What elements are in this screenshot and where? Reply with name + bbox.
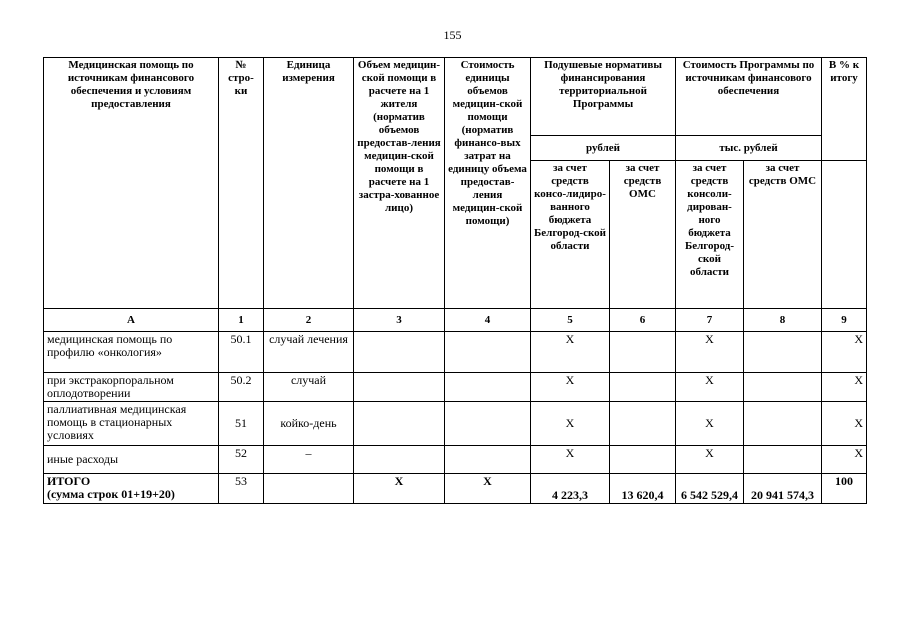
row-unit: койко-день	[264, 402, 354, 446]
total-col8: 20 941 574,3	[744, 474, 822, 504]
row-col5: Х	[531, 402, 610, 446]
row-col4	[445, 446, 531, 474]
total-col4: Х	[445, 474, 531, 504]
header-line-number: № стро-ки	[219, 58, 264, 309]
col-number: 8	[744, 309, 822, 332]
row-col7: Х	[676, 373, 744, 402]
row-col5: Х	[531, 332, 610, 373]
row-name: при экстракорпоральном оплодотворении	[44, 373, 219, 402]
row-col9: Х	[822, 402, 867, 446]
col-number: 6	[610, 309, 676, 332]
row-col9: Х	[822, 332, 867, 373]
row-col4	[445, 373, 531, 402]
row-line-number: 52	[219, 446, 264, 474]
row-col5: Х	[531, 373, 610, 402]
header-percent: В % к итогу	[822, 58, 867, 161]
row-col9: Х	[822, 446, 867, 474]
col-number: 7	[676, 309, 744, 332]
header-unit-thousand-rubles: тыс. рублей	[676, 136, 822, 161]
header-sub-col6: за счет средств ОМС	[610, 161, 676, 309]
financing-table	[43, 57, 867, 504]
header-unit-cost: Стоимость единицы объемов медицин-ской помощи (норматив финансо-вых затрат на единицу объема предостав-ления медицин-ской помощи)	[445, 58, 531, 309]
col-number: 1	[219, 309, 264, 332]
row-line-number: 50.1	[219, 332, 264, 373]
col-number: 3	[354, 309, 445, 332]
page-number: 155	[443, 28, 462, 42]
row-name: иные расходы	[44, 446, 219, 474]
table-row	[44, 402, 867, 446]
col-number: 2	[264, 309, 354, 332]
total-label: ИТОГО	[47, 474, 91, 488]
total-row	[44, 474, 867, 504]
row-col9: Х	[822, 373, 867, 402]
header-sub-col8: за счет средств ОМС	[744, 161, 822, 309]
row-col3	[354, 332, 445, 373]
row-col6	[610, 332, 676, 373]
table-row	[44, 332, 867, 373]
row-col4	[445, 402, 531, 446]
row-col5: Х	[531, 446, 610, 474]
table-row	[44, 446, 867, 474]
header-sub-col5: за счет средств консо-лидиро-ванного бюджета Белгород-ской области	[531, 161, 610, 309]
col-number: 9	[822, 309, 867, 332]
total-col7: 6 542 529,4	[676, 474, 744, 504]
total-col5: 4 223,3	[531, 474, 610, 504]
col-number: 5	[531, 309, 610, 332]
total-col9: 100	[822, 474, 867, 504]
row-col8	[744, 332, 822, 373]
header-volume: Объем медицин-ской помощи в расчете на 1 жителя (норматив объемов предостав-ления медицин-ской помощи в расчете на 1 застра-хованное лицо)	[354, 58, 445, 309]
header-per-capita: Подушевые нормативы финансирования территориальной Программы	[531, 58, 676, 136]
total-unit	[264, 474, 354, 504]
row-col3	[354, 446, 445, 474]
col-number: 4	[445, 309, 531, 332]
row-line-number: 51	[219, 402, 264, 446]
header-unit: Единица измерения	[264, 58, 354, 309]
row-col8	[744, 446, 822, 474]
total-col3: Х	[354, 474, 445, 504]
row-col8	[744, 373, 822, 402]
row-unit: случай	[264, 373, 354, 402]
row-col8	[744, 402, 822, 446]
header-sub-col9-empty	[822, 161, 867, 309]
total-note: (сумма строк 01+19+20)	[47, 487, 175, 501]
row-col3	[354, 402, 445, 446]
total-name-cell	[44, 474, 219, 504]
row-col4	[445, 332, 531, 373]
table-row	[44, 373, 867, 402]
row-col7: Х	[676, 332, 744, 373]
row-name: медицинская помощь по профилю «онкология»	[44, 332, 219, 373]
row-col3	[354, 373, 445, 402]
header-medical-care: Медицинская помощь по источникам финансового обеспечения и условиям предоставления	[44, 58, 219, 309]
row-col6	[610, 446, 676, 474]
row-col7: Х	[676, 446, 744, 474]
row-line-number: 50.2	[219, 373, 264, 402]
row-unit: –	[264, 446, 354, 474]
row-col7: Х	[676, 402, 744, 446]
row-unit: случай лечения	[264, 332, 354, 373]
total-line-number: 53	[219, 474, 264, 504]
header-sub-col7: за счет средств консоли-дирован-ного бюджета Белгород-ской области	[676, 161, 744, 309]
row-col6	[610, 373, 676, 402]
row-name: паллиативная медицинская помощь в стационарных условиях	[44, 402, 219, 446]
row-col6	[610, 402, 676, 446]
header-unit-rubles: рублей	[531, 136, 676, 161]
col-number: А	[44, 309, 219, 332]
header-program-cost: Стоимость Программы по источникам финансового обеспечения	[676, 58, 822, 136]
total-col6: 13 620,4	[610, 474, 676, 504]
column-numbers-row	[44, 309, 867, 332]
